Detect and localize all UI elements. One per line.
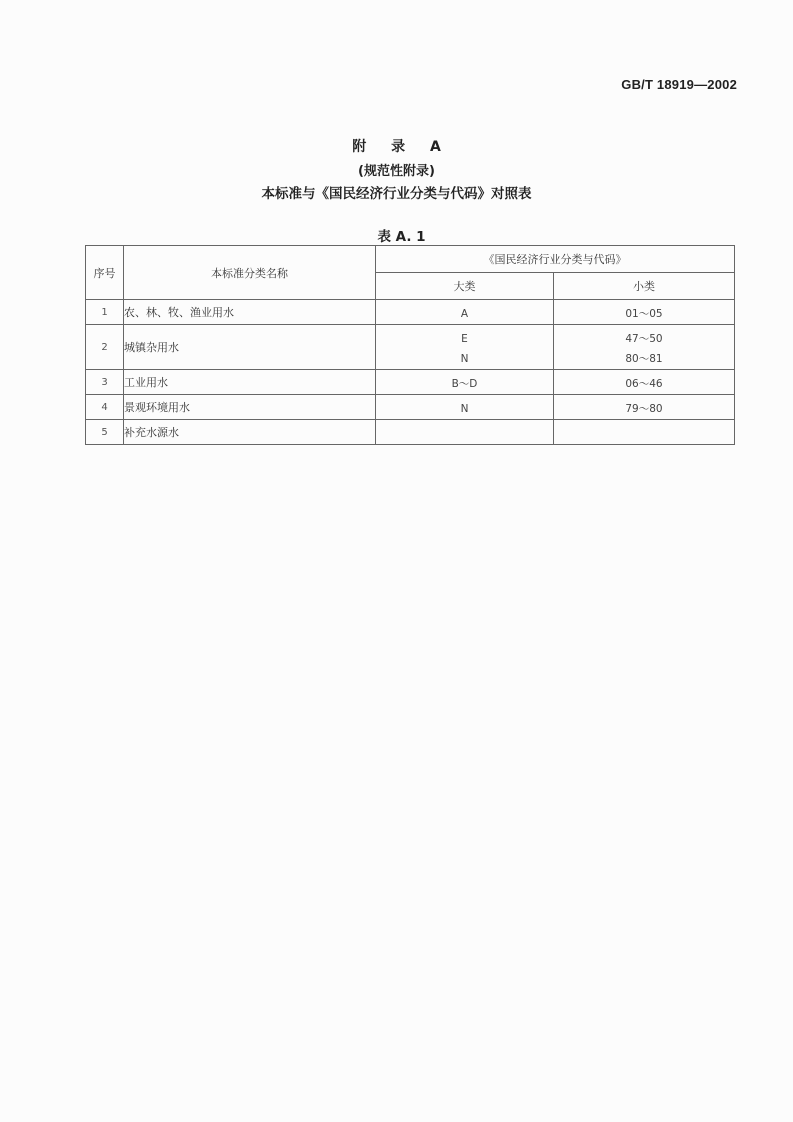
table-row — [86, 370, 735, 395]
row-seq: 2 — [86, 325, 124, 370]
major-code: N — [460, 353, 469, 365]
table-row — [86, 300, 735, 325]
row-name: 城镇杂用水 — [124, 325, 376, 370]
row-seq: 1 — [86, 300, 124, 325]
appendix-title: 本标准与《国民经济行业分类与代码》对照表 — [261, 186, 532, 202]
row-name: 农、林、牧、渔业用水 — [124, 300, 376, 325]
header-industry-classification: 《国民经济行业分类与代码》 — [376, 246, 735, 273]
row-minor — [554, 395, 735, 420]
minor-code: 80～81 — [625, 353, 663, 365]
major-code: N — [460, 403, 469, 415]
row-name: 景观环境用水 — [124, 395, 376, 420]
table-caption: 表 A. 1 — [377, 229, 426, 245]
minor-code: 79～80 — [625, 403, 663, 415]
row-name: 工业用水 — [124, 370, 376, 395]
major-code: A — [460, 308, 469, 320]
row-seq: 3 — [86, 370, 124, 395]
row-major — [376, 325, 554, 370]
row-seq: 4 — [86, 395, 124, 420]
appendix-type: (规范性附录) — [358, 164, 435, 179]
major-code: B～D — [451, 378, 478, 390]
header-major: 大类 — [376, 273, 554, 300]
appendix-label: 附 录 A — [352, 139, 451, 155]
row-major — [376, 420, 554, 445]
row-seq: 5 — [86, 420, 124, 445]
row-major — [376, 370, 554, 395]
minor-code: 06～46 — [625, 378, 663, 390]
standard-code: GB/T 18919—2002 — [621, 77, 737, 92]
comparison-table — [85, 245, 735, 445]
table-row — [86, 325, 735, 370]
row-major — [376, 395, 554, 420]
table-row — [86, 395, 735, 420]
row-minor — [554, 325, 735, 370]
minor-code: 01～05 — [625, 308, 663, 320]
table-row — [86, 420, 735, 445]
row-minor — [554, 420, 735, 445]
row-major — [376, 300, 554, 325]
row-minor — [554, 300, 735, 325]
major-code: E — [461, 333, 468, 345]
row-name: 补充水源水 — [124, 420, 376, 445]
header-minor: 小类 — [554, 273, 735, 300]
header-name: 本标准分类名称 — [124, 246, 376, 300]
minor-code: 47～50 — [625, 333, 663, 345]
header-seq: 序号 — [86, 246, 124, 300]
row-minor — [554, 370, 735, 395]
